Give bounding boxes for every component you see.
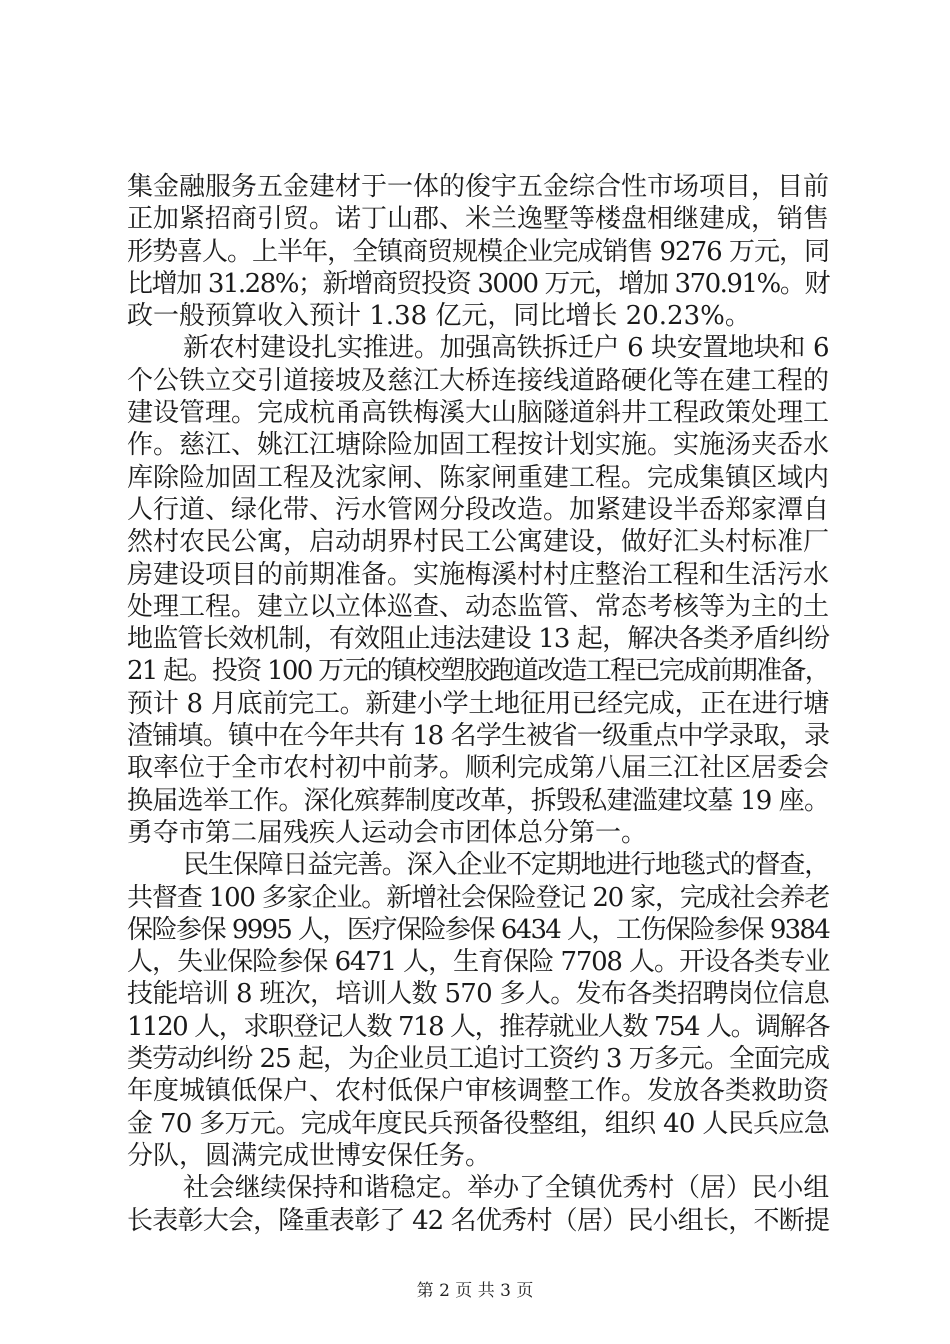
text-line: 政一般预算收入预计 1.38 亿元，同比增长 20.23%。 [127, 301, 751, 332]
text-line: 保险参保 9995 人，医疗保险参保 6434 人，工伤保险参保 9384 [127, 914, 829, 945]
text-line: 人，失业保险参保 6471 人，生育保险 7708 人。开设各类专业 [127, 947, 829, 978]
text-line: 库除险加固工程及沈家闸、陈家闸重建工程。完成集镇区域内 [127, 462, 830, 493]
text-line: 形势喜人。上半年，全镇商贸规模企业完成销售 9276 万元，同 [127, 236, 829, 267]
text-line: 正加紧招商引贸。诺丁山郡、米兰逸墅等楼盘相继建成，销售 [127, 204, 830, 235]
text-line: 房建设项目的前期准备。实施梅溪村村庄整治工程和生活污水 [127, 559, 830, 590]
text-line: 集金融服务五金建材于一体的俊宇五金综合性市场项目，目前 [127, 172, 830, 202]
text-line: 新农村建设扎实推进。加强高铁拆迁户 6 块安置地块和 6 [183, 333, 829, 364]
text-line: 技能培训 8 班次，培训人数 570 多人。发布各类招聘岗位信息 [127, 979, 829, 1010]
text-line: 作。慈江、姚江江塘除险加固工程按计划实施。实施汤夹岙水 [127, 430, 830, 461]
text-line: 然村农民公寓，启动胡界村民工公寓建设，做好汇头村标准厂 [127, 527, 830, 558]
text-line: 年度城镇低保户、农村低保户审核调整工作。发放各类救助资 [127, 1076, 830, 1107]
text-line: 类劳动纠纷 25 起，为企业员工追讨工资约 3 万多元。全面完成 [127, 1044, 829, 1075]
text-line: 渣铺填。镇中在今年共有 18 名学生被省一级重点中学录取，录 [127, 721, 829, 752]
text-line: 个公铁立交引道接坡及慈江大桥连接线道路硬化等在建工程的 [127, 365, 830, 396]
text-line: 人行道、绿化带、污水管网分段改造。加紧建设半岙郑家潭自 [127, 494, 830, 525]
text-line: 预计 8 月底前完工。新建小学土地征用已经完成，正在进行塘 [127, 688, 829, 719]
text-line: 取率位于全市农村初中前茅。顺利完成第八届三江社区居委会 [127, 753, 830, 784]
text-line: 处理工程。建立以立体巡查、动态监管、常态考核等为主的土 [127, 591, 830, 622]
text-line: 地监管长效机制，有效阻止违法建设 13 起，解决各类矛盾纠纷 [127, 624, 829, 655]
text-line: 21 起。投资 100 万元的镇校塑胶跑道改造工程已完成前期准备， [127, 656, 829, 687]
text-line: 金 70 多万元。完成年度民兵预备役整组，组织 40 人民兵应急 [127, 1108, 829, 1139]
text-line: 民生保障日益完善。深入企业不定期地进行地毯式的督查， [183, 850, 829, 881]
text-line: 勇夺市第二届残疾人运动会市团体总分第一。 [127, 817, 648, 848]
text-line: 建设管理。完成杭甬高铁梅溪大山脑隧道斜井工程政策处理工 [127, 398, 830, 429]
page-footer: 第 2 页 共 3 页 [416, 1281, 534, 1301]
text-line: 比增加 31.28%；新增商贸投资 3000 万元，增加 370.91%。财 [127, 268, 829, 299]
document-body [127, 171, 829, 1237]
text-line: 社会继续保持和谐稳定。举办了全镇优秀村（居）民小组 [183, 1173, 829, 1204]
text-line: 1120 人，求职登记人数 718 人，推荐就业人数 754 人。调解各 [127, 1011, 829, 1042]
text-line: 分队，圆满完成世博安保任务。 [127, 1140, 492, 1171]
text-line: 长表彰大会，隆重表彰了 42 名优秀村（居）民小组长，不断提 [127, 1205, 829, 1236]
text-line: 换届选举工作。深化殡葬制度改革，拆毁私建滥建坟墓 19 座。 [127, 785, 829, 816]
text-line: 共督查 100 多家企业。新增社会保险登记 20 家，完成社会养老 [127, 882, 829, 913]
